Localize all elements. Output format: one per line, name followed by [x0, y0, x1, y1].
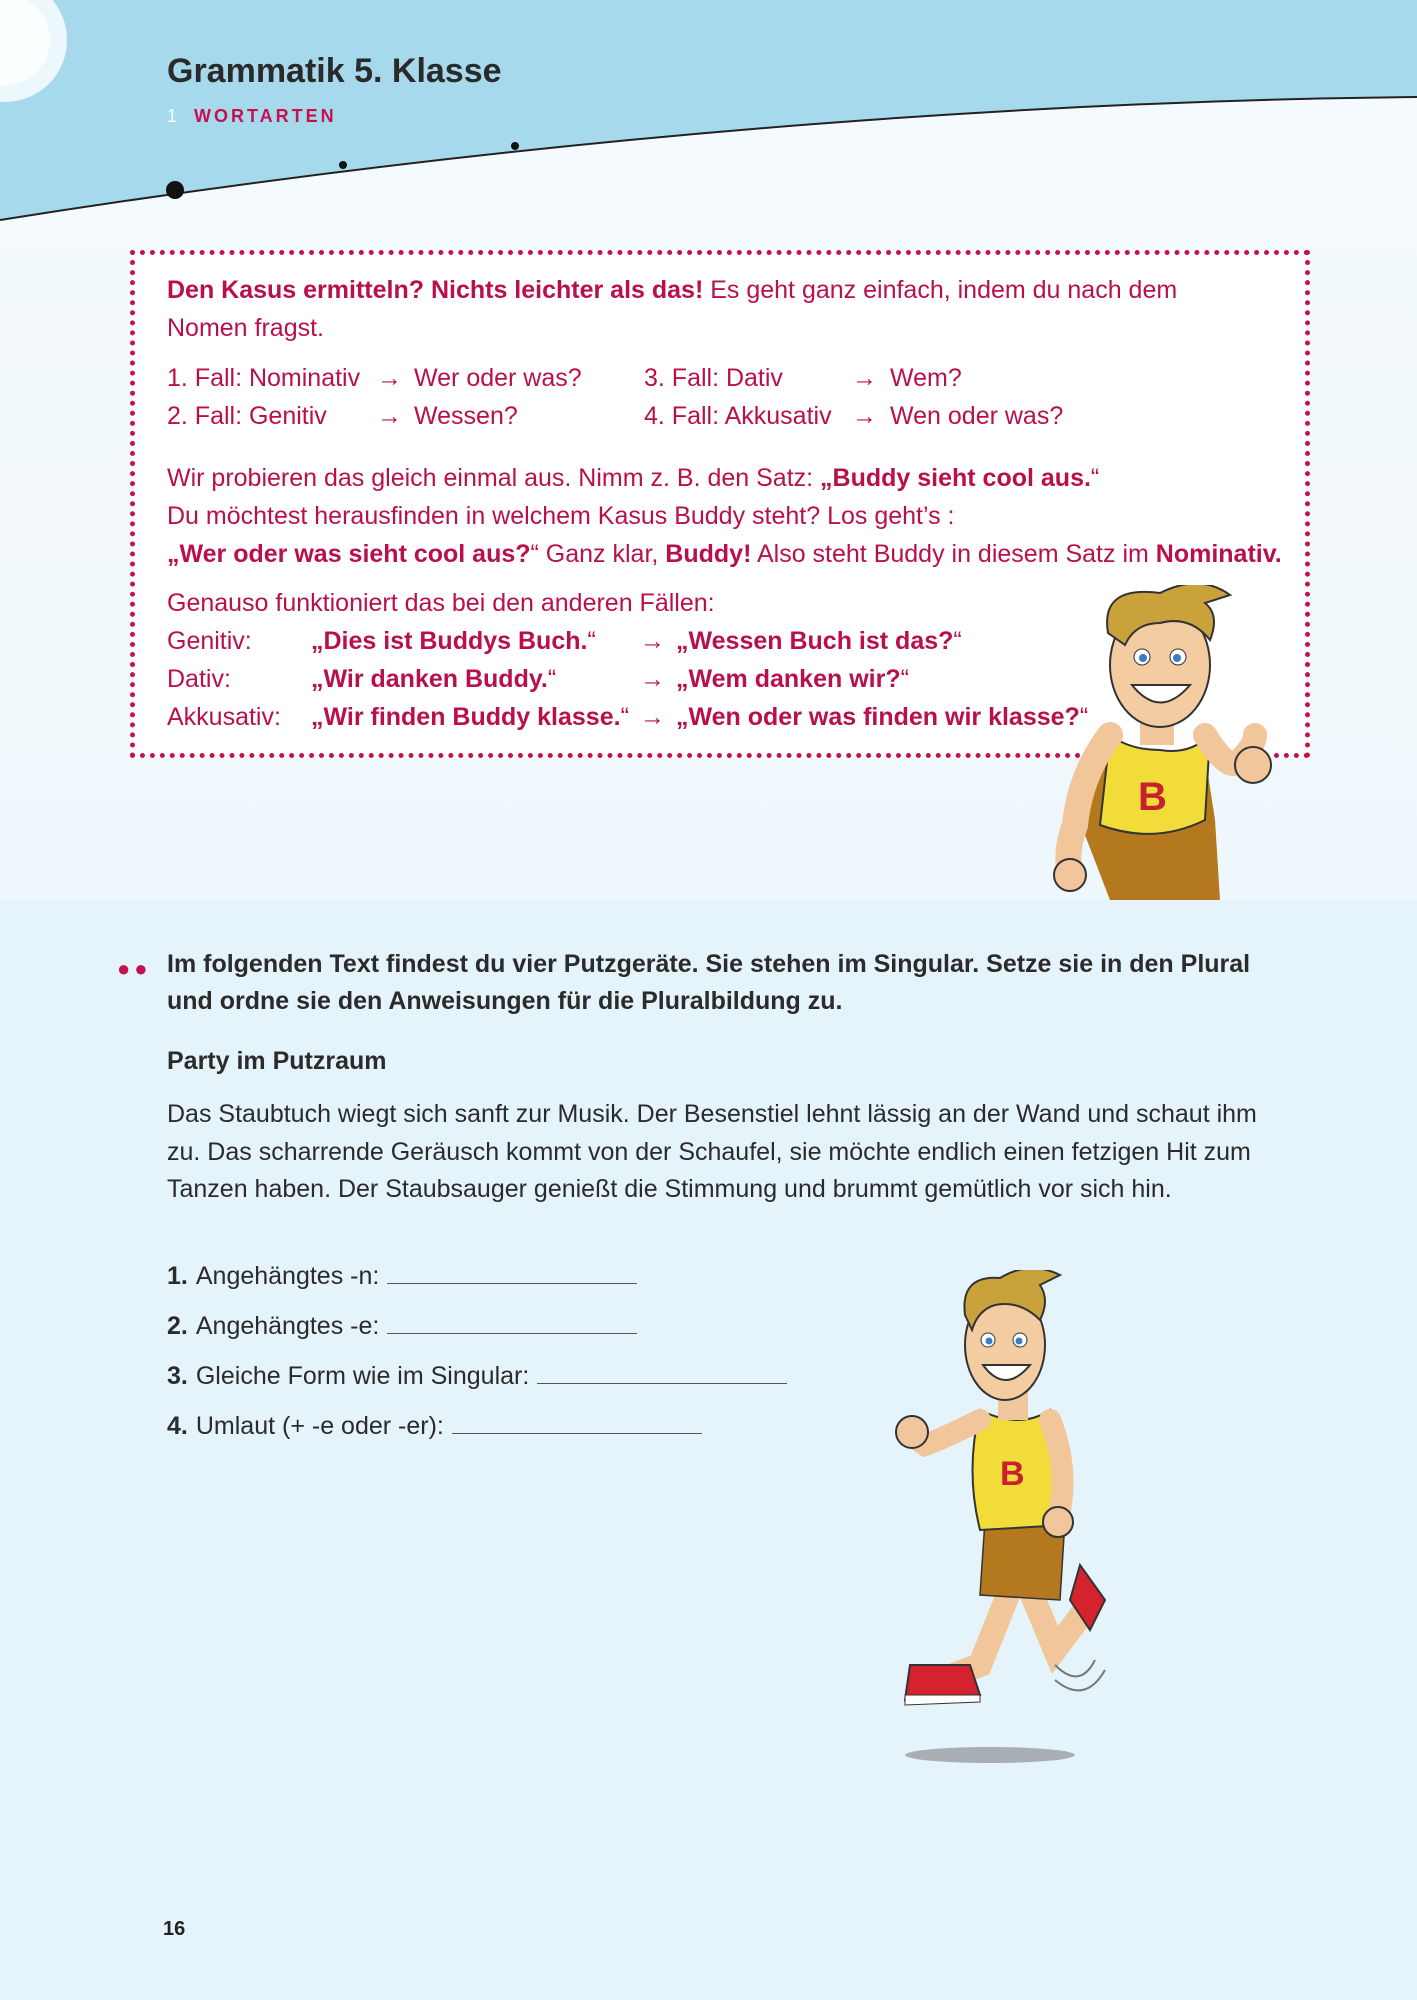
rule-intro-line1: Den Kasus ermitteln? Nichts leichter als das! Es geht ganz einfach, indem du nach dem [167, 276, 1178, 304]
answer-field-1[interactable] [387, 1269, 637, 1284]
arrow-icon: → [640, 627, 665, 655]
chapter-number: 1 [167, 106, 181, 126]
other-sentence-1: „Dies ist Buddys Buch.“ [311, 627, 596, 655]
buddy-character-illustration [1040, 585, 1280, 900]
example-line3: „Wer oder was sieht cool aus?“ Ganz klar, Buddy! Also steht Buddy in diesem Satz im Nominativ. [167, 540, 1282, 568]
difficulty-dots: ●● [117, 956, 152, 981]
case-question-4: Wen oder was? [890, 402, 1064, 430]
other-sentence-2: „Wir danken Buddy.“ [311, 665, 557, 693]
arrow-icon: → [640, 665, 665, 693]
buddy-running-illustration [880, 1270, 1130, 1770]
chapter-label: WORTARTEN [194, 106, 337, 126]
example-line1: Wir probieren das gleich einmal aus. Nimm z. B. den Satz: „Buddy sieht cool aus.“ [167, 464, 1100, 492]
list-item: 3. Gleiche Form wie im Singular: [167, 1362, 787, 1391]
svg-text:B: B [1138, 775, 1167, 819]
case-question-1: Wer oder was? [414, 364, 582, 392]
case-label-2: 2. Fall: Genitiv [167, 402, 327, 430]
rule-intro-line2: Nomen fragst. [167, 314, 325, 342]
answer-field-2[interactable] [387, 1319, 637, 1334]
other-case-3: Akkusativ: [167, 703, 281, 731]
case-question-2: Wessen? [414, 402, 518, 430]
example-line2: Du möchtest herausfinden in welchem Kasus Buddy steht? Los geht’s : [167, 502, 955, 530]
others-intro: Genauso funktioniert das bei den anderen Fällen: [167, 589, 715, 617]
case-label-1: 1. Fall: Nominativ [167, 364, 361, 392]
case-label-4: 4. Fall: Akkusativ [644, 402, 832, 430]
other-case-1: Genitiv: [167, 627, 252, 655]
page-title: Grammatik 5. Klasse [167, 52, 502, 90]
svg-text:B: B [1000, 1455, 1025, 1493]
answer-field-3[interactable] [537, 1369, 787, 1384]
chapter-heading [167, 106, 337, 127]
other-sentence-3: „Wir finden Buddy klasse.“ [311, 703, 629, 731]
case-label-3: 3. Fall: Dativ [644, 364, 783, 392]
answer-field-4[interactable] [452, 1419, 702, 1434]
list-item: 2. Angehängtes -e: [167, 1312, 637, 1341]
case-question-3: Wem? [890, 364, 962, 392]
arrow-icon: → [377, 364, 402, 392]
story-text: Das Staubtuch wiegt sich sanft zur Musik. Der Besenstiel lehnt lässig an der Wand und schaut ihm zu. Das scharrende Geräusch kommt von der Schaufel, sie möchte endlich einen fetzigen Hit zum Tanzen haben. Der Staubsauger genießt die Stimmung und brummt gemütlich vor sich hin. [167, 1100, 1257, 1203]
other-case-2: Dativ: [167, 665, 231, 693]
other-question-3: „Wen oder was finden wir klasse?“ [676, 703, 1089, 731]
story-title: Party im Putzraum [167, 1047, 387, 1075]
arrow-icon: → [852, 402, 877, 430]
arrow-icon: → [852, 364, 877, 392]
other-question-1: „Wessen Buch ist das?“ [676, 627, 962, 655]
arrow-icon: → [640, 703, 665, 731]
page-number: 16 [163, 1918, 186, 1940]
list-item: 4. Umlaut (+ -e oder -er): [167, 1412, 702, 1441]
other-question-2: „Wem danken wir?“ [676, 665, 909, 693]
arrow-icon: → [377, 402, 402, 430]
list-item: 1. Angehängtes -n: [167, 1262, 637, 1291]
exercise-instruction: Im folgenden Text findest du vier Putzgeräte. Sie stehen im Singular. Setze sie in den Plural und ordne sie den Anweisungen für die Pluralbildung zu. [167, 950, 1251, 1015]
